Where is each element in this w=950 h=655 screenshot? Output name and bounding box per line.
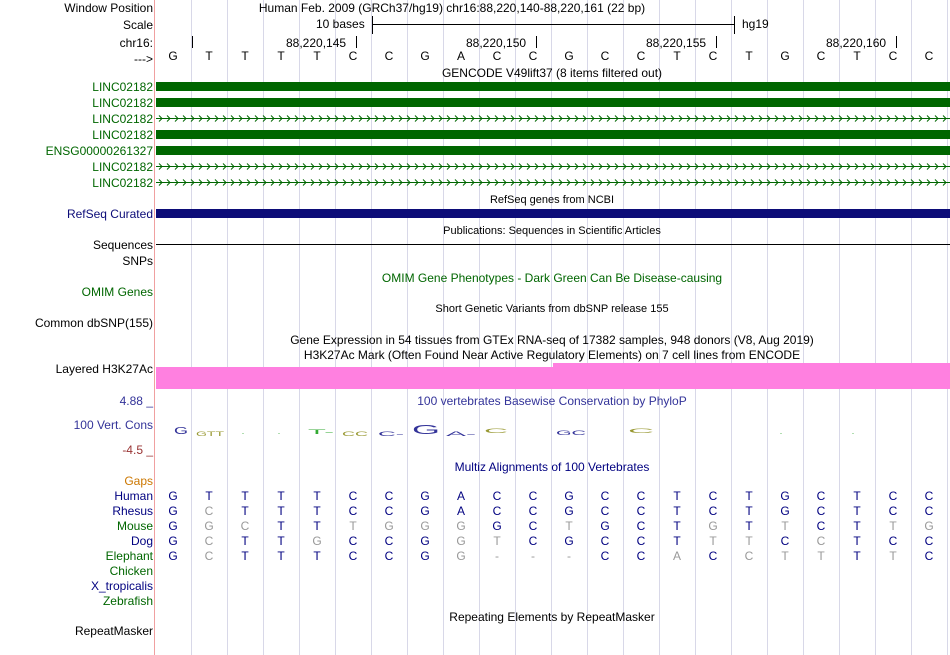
h3k27ac-title: H3K27Ac Mark (Often Found Near Active Regulatory Elements) on 7 cell lines from ENCODE bbox=[303, 348, 801, 362]
sequence-base: T bbox=[205, 49, 213, 63]
gencode-intron-line[interactable] bbox=[156, 162, 950, 171]
alignment-base: G bbox=[564, 534, 574, 548]
phylop-glyph: C- bbox=[378, 432, 404, 438]
phylop-glyph: - bbox=[242, 431, 244, 437]
position-title: Human Feb. 2009 (GRCh37/hg19) chr16:88,220,140-88,220,161 (22 bp) bbox=[258, 1, 646, 15]
alignment-base: G bbox=[564, 489, 574, 503]
data-area[interactable] bbox=[156, 0, 950, 655]
alignment-base: T bbox=[817, 549, 825, 563]
alignment-base: C bbox=[348, 549, 358, 563]
sequences-line[interactable] bbox=[156, 244, 950, 245]
scale-label: Scale bbox=[122, 18, 153, 32]
alignment-base: T bbox=[313, 549, 321, 563]
species-label[interactable]: Mouse bbox=[116, 519, 153, 533]
alignment-base: G bbox=[420, 489, 430, 503]
alignment-base: T bbox=[781, 519, 789, 533]
refseq-gene-bar[interactable] bbox=[156, 209, 950, 218]
sequence-base: T bbox=[313, 49, 321, 63]
gtex-title: Gene Expression in 54 tissues from GTEx RNA-seq of 17382 samples, 948 donors (V8, Aug 2019) bbox=[290, 333, 814, 347]
alignment-base: T bbox=[745, 489, 753, 503]
phylop-min-label: -4.5 _ bbox=[122, 443, 153, 457]
ruler-tick bbox=[896, 36, 897, 48]
assembly-text: hg19 bbox=[742, 17, 769, 31]
alignment-base: C bbox=[888, 504, 898, 518]
sequence-base: C bbox=[384, 49, 394, 63]
gencode-item-label[interactable]: LINC02182 bbox=[92, 160, 153, 174]
alignment-base: C bbox=[600, 489, 610, 503]
gencode-gene-bar[interactable] bbox=[156, 98, 950, 107]
alignment-base: - bbox=[495, 549, 499, 563]
species-label[interactable]: X_tropicalis bbox=[90, 579, 153, 593]
sequence-base: T bbox=[745, 49, 753, 63]
alignment-base: T bbox=[853, 519, 861, 533]
sequence-base: T bbox=[673, 49, 681, 63]
alignment-base: C bbox=[492, 489, 502, 503]
scale-text: 10 bases bbox=[316, 17, 365, 31]
alignment-base: G bbox=[168, 489, 178, 503]
alignment-base: G bbox=[384, 519, 394, 533]
gencode-gene-bar[interactable] bbox=[156, 130, 950, 139]
alignment-base: C bbox=[384, 534, 394, 548]
phylop-glyph: GC bbox=[556, 431, 589, 437]
sequence-base: G bbox=[780, 49, 790, 63]
gutter-divider bbox=[154, 0, 155, 655]
sequence-base: C bbox=[816, 49, 826, 63]
gencode-item-label[interactable]: LINC02182 bbox=[92, 128, 153, 142]
phylop-glyph: - bbox=[780, 431, 782, 437]
alignment-base: G bbox=[780, 504, 790, 518]
alignment-base: C bbox=[924, 549, 934, 563]
alignment-base: C bbox=[600, 534, 610, 548]
sequence-base: C bbox=[708, 49, 718, 63]
alignment-base: C bbox=[636, 534, 646, 548]
gencode-item-label[interactable]: LINC02182 bbox=[92, 80, 153, 94]
multiz-title: Multiz Alignments of 100 Vertebrates bbox=[454, 460, 650, 474]
phylop-glyph: T- bbox=[308, 430, 334, 436]
phylop-glyph: - bbox=[278, 431, 280, 437]
alignment-base: C bbox=[204, 534, 214, 548]
repeatmasker-label[interactable]: RepeatMasker bbox=[74, 624, 153, 638]
alignment-base: C bbox=[816, 504, 826, 518]
scale-bar-left bbox=[372, 16, 373, 34]
alignment-base: C bbox=[492, 504, 502, 518]
window-position-label: Window Position bbox=[64, 1, 153, 15]
alignment-base: T bbox=[277, 534, 285, 548]
scale-bar bbox=[372, 24, 734, 25]
alignment-base: T bbox=[493, 534, 501, 548]
alignment-base: T bbox=[709, 534, 717, 548]
alignment-base: T bbox=[349, 519, 357, 533]
alignment-base: C bbox=[636, 519, 646, 533]
ruler-tick bbox=[192, 36, 193, 48]
phylop-title: 100 vertebrates Basewise Conservation by PhyloP bbox=[417, 394, 687, 408]
refseq-label[interactable]: RefSeq Curated bbox=[66, 207, 153, 221]
gencode-gene-bar[interactable] bbox=[156, 146, 950, 155]
alignment-base: T bbox=[889, 519, 897, 533]
alignment-base: G bbox=[204, 519, 214, 533]
strand-arrow-label: ---> bbox=[134, 52, 153, 66]
phylop-glyph: C bbox=[484, 429, 512, 435]
sequence-base: T bbox=[241, 49, 249, 63]
ruler-position: 88,220,145 bbox=[286, 36, 347, 50]
alignment-base: G bbox=[456, 549, 466, 563]
alignment-base: G bbox=[168, 534, 178, 548]
alignment-base: T bbox=[889, 549, 897, 563]
alignment-base: G bbox=[456, 534, 466, 548]
sequence-base: C bbox=[924, 49, 934, 63]
alignment-base: T bbox=[853, 504, 861, 518]
phylop-glyph: C bbox=[628, 429, 658, 435]
alignment-base: C bbox=[816, 489, 826, 503]
alignment-base: C bbox=[600, 549, 610, 563]
alignment-base: G bbox=[492, 519, 502, 533]
alignment-base: C bbox=[708, 489, 718, 503]
species-label[interactable]: Rhesus bbox=[112, 504, 153, 518]
alignment-base: C bbox=[600, 504, 610, 518]
omim-label[interactable]: OMIM Genes bbox=[81, 285, 153, 299]
alignment-base: C bbox=[528, 489, 538, 503]
alignment-base: A bbox=[672, 549, 681, 563]
alignment-base: C bbox=[204, 504, 214, 518]
alignment-base: T bbox=[205, 489, 213, 503]
alignment-base: C bbox=[816, 534, 826, 548]
alignment-base: T bbox=[241, 534, 249, 548]
gencode-item-label[interactable]: LINC02182 bbox=[92, 96, 153, 110]
alignment-base: C bbox=[348, 534, 358, 548]
alignment-base: C bbox=[636, 504, 646, 518]
alignment-base: T bbox=[565, 519, 573, 533]
alignment-base: T bbox=[745, 534, 753, 548]
alignment-base: C bbox=[780, 534, 790, 548]
alignment-base: C bbox=[636, 489, 646, 503]
phylop-glyph: A- bbox=[446, 432, 477, 438]
alignment-base: C bbox=[924, 534, 934, 548]
sequence-base: T bbox=[277, 49, 285, 63]
phylop-max-label: 4.88 _ bbox=[119, 394, 153, 408]
publications-title: Publications: Sequences in Scientific Articles bbox=[443, 225, 661, 237]
ruler-position: 88,220,150 bbox=[466, 36, 527, 50]
chrom-label: chr16: bbox=[119, 36, 153, 50]
sequence-base: A bbox=[456, 49, 465, 63]
alignment-base: A bbox=[456, 504, 465, 518]
alignment-base: C bbox=[384, 489, 394, 503]
alignment-base: C bbox=[528, 519, 538, 533]
phylop-glyph: CC bbox=[342, 432, 370, 438]
alignment-base: C bbox=[348, 489, 358, 503]
ruler-position: 88,220,160 bbox=[826, 36, 887, 50]
scale-bar-right bbox=[734, 16, 735, 34]
alignment-base: C bbox=[636, 549, 646, 563]
alignment-base: T bbox=[313, 519, 321, 533]
phylop-glyph: GTT bbox=[196, 432, 225, 438]
alignment-base: G bbox=[600, 519, 610, 533]
repeatmasker-title: Repeating Elements by RepeatMasker bbox=[449, 610, 655, 624]
sequence-base: C bbox=[348, 49, 358, 63]
gencode-item-label[interactable]: ENSG00000261327 bbox=[45, 144, 153, 158]
sequence-base: C bbox=[492, 49, 502, 63]
alignment-base: C bbox=[888, 534, 898, 548]
gencode-intron-line[interactable] bbox=[156, 114, 950, 123]
sequence-base: C bbox=[636, 49, 646, 63]
gencode-item-label[interactable]: LINC02182 bbox=[92, 176, 153, 190]
snps-label[interactable]: SNPs bbox=[122, 254, 153, 268]
phylop-glyph: G bbox=[174, 426, 189, 437]
h3k27ac-label[interactable]: Layered H3K27Ac bbox=[55, 362, 153, 376]
alignment-base: C bbox=[708, 504, 718, 518]
alignment-base: T bbox=[277, 549, 285, 563]
alignment-base: G bbox=[312, 534, 322, 548]
alignment-base: G bbox=[456, 519, 466, 533]
alignment-base: C bbox=[924, 489, 934, 503]
alignment-base: T bbox=[673, 489, 681, 503]
alignment-base: G bbox=[168, 504, 178, 518]
alignment-base: T bbox=[277, 504, 285, 518]
alignment-base: C bbox=[924, 504, 934, 518]
alignment-base: T bbox=[241, 504, 249, 518]
ruler-position: 88,220,155 bbox=[646, 36, 707, 50]
phylop-label[interactable]: 100 Vert. Cons bbox=[73, 418, 153, 432]
alignment-base: T bbox=[277, 489, 285, 503]
alignment-base: T bbox=[241, 549, 249, 563]
alignment-base: T bbox=[673, 519, 681, 533]
alignment-base: G bbox=[924, 519, 934, 533]
alignment-base: T bbox=[745, 504, 753, 518]
species-label[interactable]: Zebrafish bbox=[102, 594, 153, 608]
alignment-base: C bbox=[708, 549, 718, 563]
alignment-base: C bbox=[384, 549, 394, 563]
sequence-base: C bbox=[888, 49, 898, 63]
refseq-title: RefSeq genes from NCBI bbox=[489, 194, 615, 206]
alignment-base: G bbox=[780, 489, 790, 503]
sequence-base: C bbox=[528, 49, 538, 63]
phylop-glyph: - bbox=[852, 431, 854, 437]
sequence-base: G bbox=[168, 49, 178, 63]
alignment-base: T bbox=[853, 549, 861, 563]
alignment-base: G bbox=[420, 534, 430, 548]
gencode-gene-bar[interactable] bbox=[156, 82, 950, 91]
alignment-base: C bbox=[816, 519, 826, 533]
alignment-base: T bbox=[313, 504, 321, 518]
sequence-base: T bbox=[853, 49, 861, 63]
sequence-base: G bbox=[420, 49, 430, 63]
species-label[interactable]: Human bbox=[114, 489, 153, 503]
alignment-base: T bbox=[241, 489, 249, 503]
alignment-base: G bbox=[168, 549, 178, 563]
omim-title: OMIM Gene Phenotypes - Dark Green Can Be Disease-causing bbox=[381, 271, 723, 285]
alignment-base: G bbox=[564, 504, 574, 518]
species-label[interactable]: Chicken bbox=[109, 564, 153, 578]
h3k27ac-signal-left[interactable] bbox=[156, 367, 553, 389]
alignment-base: G bbox=[420, 519, 430, 533]
alignment-base: G bbox=[420, 549, 430, 563]
ruler-tick bbox=[536, 36, 537, 48]
dbsnp-label[interactable]: Common dbSNP(155) bbox=[34, 316, 153, 330]
alignment-base: C bbox=[204, 549, 214, 563]
publications-label[interactable]: Sequences bbox=[92, 238, 153, 252]
sequence-base: G bbox=[564, 49, 574, 63]
h3k27ac-signal-right[interactable] bbox=[553, 363, 950, 389]
alignment-base: C bbox=[384, 504, 394, 518]
phylop-glyph: G bbox=[412, 422, 440, 437]
ruler-tick bbox=[716, 36, 717, 48]
alignment-base: T bbox=[313, 489, 321, 503]
alignment-base: C bbox=[528, 504, 538, 518]
alignment-base: T bbox=[853, 534, 861, 548]
gencode-intron-line[interactable] bbox=[156, 178, 950, 187]
species-label[interactable]: Elephant bbox=[105, 549, 153, 563]
alignment-base: T bbox=[277, 519, 285, 533]
alignment-base: T bbox=[781, 549, 789, 563]
alignment-base: C bbox=[528, 534, 538, 548]
alignment-base: - bbox=[567, 549, 571, 563]
alignment-base: C bbox=[348, 504, 358, 518]
species-label[interactable]: Dog bbox=[130, 534, 153, 548]
alignment-base: T bbox=[745, 519, 753, 533]
alignment-base: - bbox=[531, 549, 535, 563]
alignment-base: T bbox=[853, 489, 861, 503]
alignment-base: T bbox=[673, 534, 681, 548]
gencode-item-label[interactable]: LINC02182 bbox=[92, 112, 153, 126]
alignment-base: C bbox=[744, 549, 754, 563]
alignment-base: C bbox=[888, 489, 898, 503]
alignment-base: A bbox=[456, 489, 465, 503]
sequence-base: C bbox=[600, 49, 610, 63]
gaps-label: Gaps bbox=[124, 474, 153, 488]
alignment-base: T bbox=[673, 504, 681, 518]
phylop-logo[interactable] bbox=[156, 420, 950, 442]
alignment-base: G bbox=[708, 519, 718, 533]
gencode-title: GENCODE V49lift37 (8 items filtered out) bbox=[441, 66, 663, 80]
alignment-base: G bbox=[420, 504, 430, 518]
alignment-base: C bbox=[240, 519, 250, 533]
ruler-tick bbox=[356, 36, 357, 48]
dbsnp-title: Short Genetic Variants from dbSNP release 155 bbox=[435, 303, 669, 315]
alignment-base: G bbox=[168, 519, 178, 533]
